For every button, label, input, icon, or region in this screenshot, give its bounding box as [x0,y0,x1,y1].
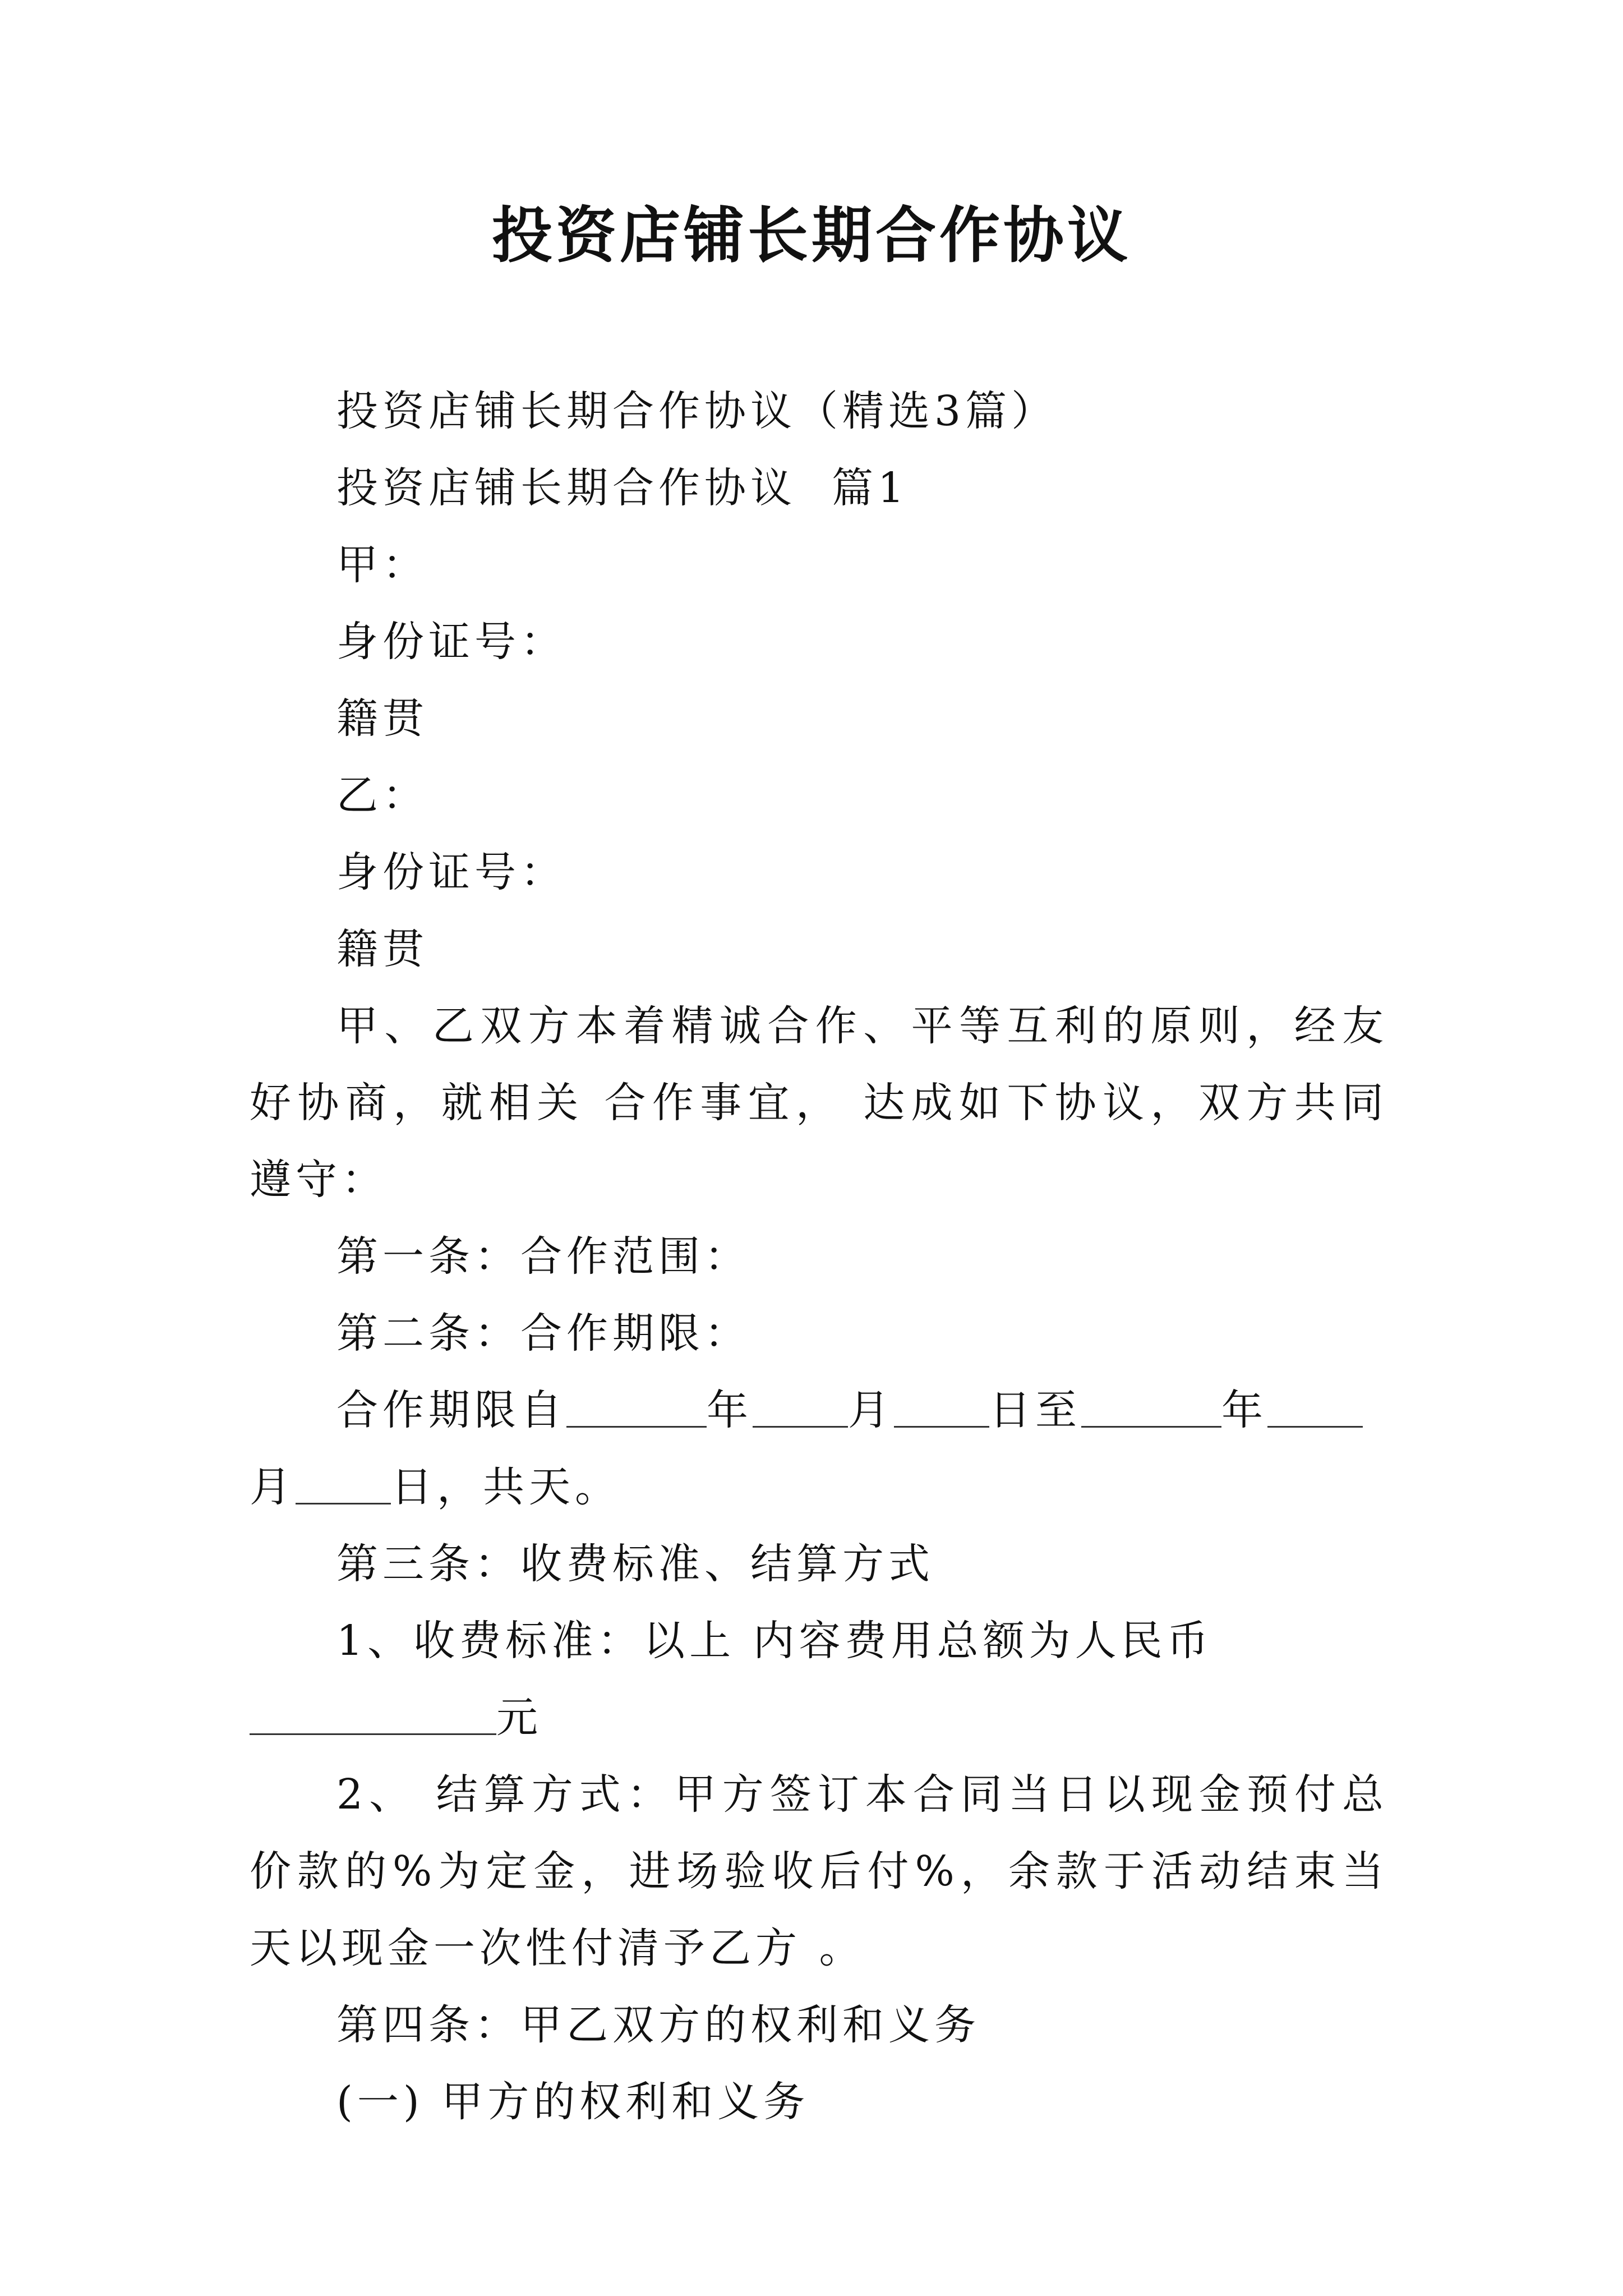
blank-start-year [566,1382,707,1428]
article-2-heading: 第二条：合作期限： [336,1309,750,1358]
party-a-label: 甲： [336,541,428,589]
blank-start-month [753,1382,848,1428]
term-day-1: 日至 [989,1386,1081,1434]
document-title: 投资店铺长期合作协议 [491,200,1131,271]
article-1-heading: 第一条：合作范围： [336,1232,750,1281]
party-a-origin-label: 籍贯 [336,694,428,743]
fee-paragraph [250,1603,1388,1756]
party-b-id-label: 身份证号： [336,848,566,896]
settlement-paragraph: 2、 结算方式：甲方签订本合同当日以现金预付总价款的%为定金，进场验收后付%，余款于活动结束当天以现金一次性付清予乙方 。 [250,1770,1388,1972]
term-prefix: 合作期限自 [336,1386,566,1434]
article-3-heading: 第三条：收费标准、结算方式 [336,1540,934,1588]
blank-fee-amount [250,1690,496,1735]
party-b-origin-label: 籍贯 [336,925,428,973]
blank-end-month [1267,1382,1363,1428]
subsection-1-heading: (一) 甲方的权利和义务 [336,2078,810,2126]
fee-text: 1、收费标准：以上 内容费用总额为人民币 [336,1617,1213,1665]
party-b-label: 乙： [336,771,428,820]
term-month-2: 月 [250,1463,296,1511]
blank-end-day [296,1459,391,1504]
preamble-paragraph: 甲、乙双方本着精诚合作、平等互利的原则，经友好协商，就相关 合作事宜， 达成如下协议，双方共同遵守： [250,1002,1388,1204]
fee-unit: 元 [496,1694,542,1742]
party-a-id-label: 身份证号： [336,618,566,666]
article-4-heading: 第四条：甲乙双方的权利和义务 [336,2001,980,2049]
blank-end-year [1081,1382,1221,1428]
term-year-1: 年 [707,1386,753,1434]
term-suffix: 日，共天。 [391,1463,621,1511]
blank-start-day [894,1382,989,1428]
term-paragraph [250,1372,1388,1526]
term-month-1: 月 [848,1386,894,1434]
term-year-2: 年 [1221,1386,1267,1434]
subtitle: 投资店铺长期合作协议（精选3篇） [336,387,1058,435]
document-body [250,373,1388,2141]
section-heading: 投资店铺长期合作协议 篇1 [336,464,909,512]
